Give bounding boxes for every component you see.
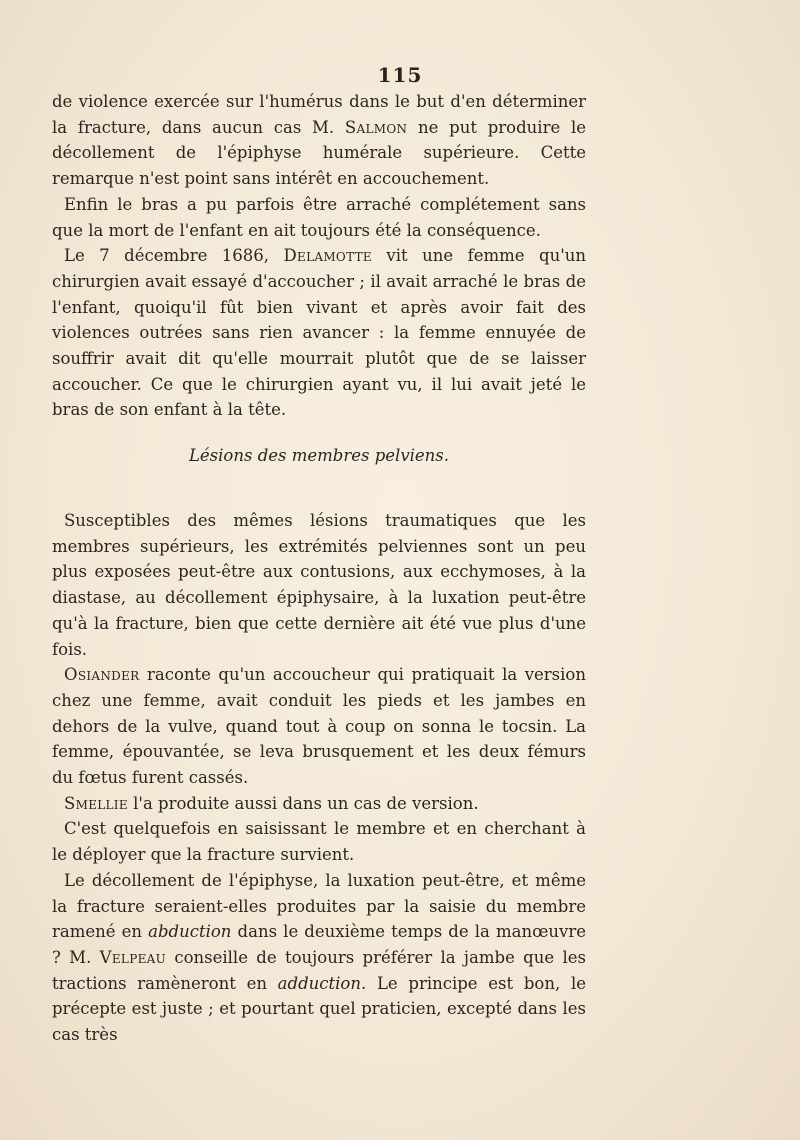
paragraph-text: conseille de toujours préférer la jambe que les tractions ramèneront en — [52, 947, 586, 993]
paragraph-salmon — [52, 89, 586, 192]
paragraph-osiander — [52, 662, 586, 791]
author-name-salmon: Salmon — [344, 117, 408, 137]
paragraph-delamotte — [52, 243, 586, 423]
author-name-velpeau: Velpeau — [99, 947, 167, 967]
text-block-upper — [52, 89, 586, 423]
page-number: 115 — [377, 63, 423, 87]
paragraph-text: Susceptibles des mêmes lésions traumatiques que les membres supérieurs, les extrémités pelviennes sont un peu plus exposées peut-être aux contusions, aux ecchymoses, à la diastase, au décollement épiphysaire, à la luxation peut-être qu'à la fracture, bien que cette dernière ait été vue plus d'une fois. — [52, 511, 586, 659]
section-title: Lésions des membres pelviens. — [188, 446, 450, 465]
author-name-smellie: Smellie — [64, 793, 128, 813]
emphasis-abduction: abduction — [148, 922, 232, 942]
paragraph-smellie — [52, 791, 586, 817]
paragraph-text: Enfin le bras a pu parfois être arraché complétement sans que la mort de l'enfant en ait toujours été la conséquence. — [52, 194, 586, 240]
paragraph-velpeau — [52, 868, 586, 1048]
paragraph-text: vit une femme qu'un chirurgien avait essayé d'accoucher ; il avait arraché le bras de l'enfant, quoiqu'il fût bien vivant et après avoir fait des violences outrées sans rien avancer : la femme ennuyée de souffrir avait dit qu'elle mourrait plutôt que de se laisser accoucher. Ce que le chirurgien ayant vu, il lui avait jeté le bras de son enfant à la tête. — [52, 246, 586, 420]
text-block-lower — [52, 508, 586, 1048]
paragraph-text: de violence exercée sur l'humérus dans le but d'en déterminer la fracture, dans aucun cas M. — [52, 92, 586, 137]
paragraph-text: C'est quelquefois en saisissant le membre et en cherchant à le déployer que la fracture survient. — [52, 819, 586, 865]
author-name-osiander: Osiander — [64, 665, 140, 685]
paragraph-text: Le 7 décembre 1686, — [64, 246, 284, 266]
paragraph-text: raconte qu'un accoucheur qui pratiquait la version chez une femme, avait conduit les pieds et les jambes en dehors de la vulve, quand tout à coup on sonna le tocsin. La femme, épouvantée, se leva brusquement et les deux fémurs du fœtus furent cassés. — [52, 665, 586, 788]
emphasis-adduction: adduction — [277, 973, 361, 993]
author-name-delamotte: Delamotte — [283, 246, 372, 266]
paragraph-bras-arrache — [52, 192, 586, 243]
paragraph-text: dans le deuxième temps de la manœuvre ? M. — [52, 922, 586, 967]
paragraph-text: . Le principe est bon, le précepte est juste ; et pourtant quel praticien, excepté dans les cas très — [52, 973, 586, 1045]
paragraph-text: l'a produite aussi dans un cas de version. — [127, 793, 479, 813]
paragraph-susceptibles — [52, 508, 586, 662]
paragraph-deployer — [52, 816, 586, 867]
paragraph-text: ne put produire le décollement de l'épiphyse humérale supérieure. Cette remarque n'est point sans intérêt en accouchement. — [52, 117, 587, 189]
paragraph-text: Le décollement de l'épiphyse, la luxation peut-être, et même la fracture seraient-elles produites par la saisie du membre ramené en — [52, 870, 586, 942]
